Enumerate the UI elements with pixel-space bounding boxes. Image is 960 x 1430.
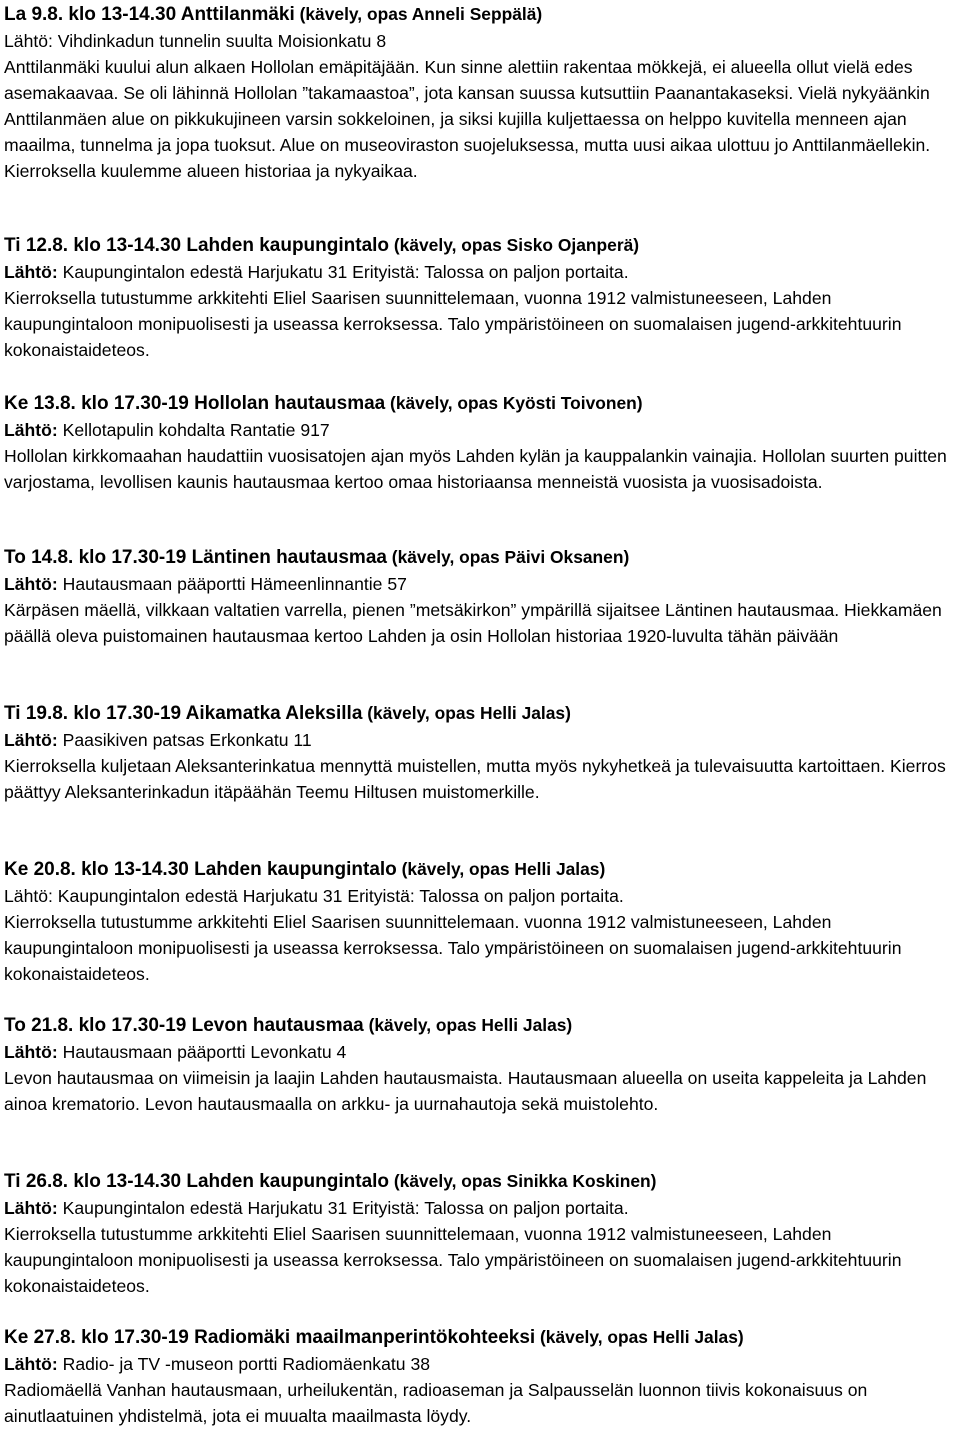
departure-label: Lähtö: bbox=[4, 1354, 58, 1374]
departure-text: Radio- ja TV -museon portti Radiomäenkatu 38 bbox=[57, 1354, 431, 1374]
departure-label: Lähtö: bbox=[4, 420, 58, 440]
event-title bbox=[4, 390, 960, 417]
event-departure bbox=[4, 417, 960, 443]
event-title bbox=[4, 232, 960, 259]
event-title bbox=[4, 1168, 960, 1195]
event-title-main: Ke 20.8. klo 13-14.30 Lahden kaupungintalo bbox=[4, 859, 397, 880]
event-departure bbox=[4, 571, 960, 597]
event-description: Levon hautausmaa on viimeisin ja laajin Lahden hautausmaista. Hautausmaan alueella on useita kappeleita ja Lahden ainoa krematorio. Levon hautausmaalla on arkku- ja uurnahautoja sekä muistolehto. bbox=[4, 1068, 927, 1114]
departure-label: Lähtö: bbox=[4, 1198, 58, 1218]
event-entry bbox=[4, 700, 960, 805]
event-description: Kierroksella tutustumme arkkitehti Eliel Saarisen suunnittelemaan, vuonna 1912 valmistuneeseen, Lahden kaupungintaloon monipuolisesti ja useassa kerroksessa. Talo ympäristöineen on suomalaisen jugend-arkkitehtuurin kokonaistaideteos. bbox=[4, 1224, 902, 1296]
event-title bbox=[4, 1012, 960, 1039]
departure-label: Lähtö: bbox=[4, 1042, 58, 1062]
event-entry bbox=[4, 1012, 960, 1117]
event-title-main: Ti 19.8. klo 17.30-19 Aikamatka Aleksilla bbox=[4, 703, 363, 724]
departure-text: Kellotapulin kohdalta Rantatie 917 bbox=[57, 420, 330, 440]
event-title bbox=[4, 856, 960, 883]
event-description: Anttilanmäki kuului alun alkaen Hollolan emäpitäjään. Kun sinne alettiin rakentaa mökkejä, ei alueella ollut vielä edes asemakaavaa. Se oli lähinnä Hollolan ”takamaastoa”, jota kansan suussa kutsuttiin Paanantakaseksi. Vielä nykyäänkin Anttilanmäen alue on pikkukujineen varsin sokkeloinen, ja siksi kujilla kuljettaessa on helppo kuvitella menneen ajan maailma, tunnelma ja jopa tuoksut. Alue on museoviraston suojeluksessa, mutta uusi aikaa ulottuu jo Anttilanmäellekin. Kierroksella kuulemme alueen historiaa ja nykyaikaa. bbox=[4, 57, 931, 181]
event-guide: (kävely, opas Sisko Ojanperä) bbox=[389, 235, 640, 255]
event-title-main: To 14.8. klo 17.30-19 Läntinen hautausmaa bbox=[4, 547, 387, 568]
event-entry bbox=[4, 1168, 960, 1299]
departure-label: Lähtö: bbox=[4, 730, 58, 750]
event-title-main: Ti 12.8. klo 13-14.30 Lahden kaupungintalo bbox=[4, 235, 390, 256]
event-departure bbox=[4, 1039, 960, 1065]
event-guide: (kävely, opas Helli Jalas) bbox=[396, 859, 606, 879]
event-guide: (kävely, opas Helli Jalas) bbox=[363, 1015, 573, 1035]
event-departure bbox=[4, 28, 960, 54]
event-description: Kärpäsen mäellä, vilkkaan valtatien varrella, pienen ”metsäkirkon” ympärillä sijaitsee Läntinen hautausmaa. Hiekkamäen päällä oleva puistomainen hautausmaa kertoo Lahden ja osin Hollolan historiaa 1920-luvulta tähän päivään bbox=[4, 600, 942, 646]
event-guide: (kävely, opas Päivi Oksanen) bbox=[386, 547, 630, 567]
event-description: Kierroksella tutustumme arkkitehti Eliel Saarisen suunnittelemaan. vuonna 1912 valmistuneeseen, Lahden kaupungintaloon monipuolisesti ja useassa kerroksessa. Talo ympäristöineen on suomalaisen jugend-arkkitehtuurin kokonaistaideteos. bbox=[4, 912, 902, 984]
departure-label: Lähtö: bbox=[4, 574, 58, 594]
event-guide: (kävely, opas Helli Jalas) bbox=[362, 703, 571, 723]
event-departure bbox=[4, 259, 960, 285]
departure-text: Lähtö: Kaupungintalon edestä Harjukatu 31 Erityistä: Talossa on paljon portaita. bbox=[4, 886, 624, 906]
event-guide: (kävely, opas Anneli Seppälä) bbox=[294, 4, 543, 24]
event-title-main: La 9.8. klo 13-14.30 Anttilanmäki bbox=[4, 4, 295, 25]
event-title-main: Ke 13.8. klo 17.30-19 Hollolan hautausmaa bbox=[4, 393, 386, 414]
event-guide: (kävely, opas Helli Jalas) bbox=[535, 1327, 744, 1347]
event-title bbox=[4, 544, 960, 571]
departure-text: Hautausmaan pääportti Hämeenlinnantie 57 bbox=[57, 574, 407, 594]
event-title-main: Ke 27.8. klo 17.30-19 Radiomäki maailmanperintökohteeksi bbox=[4, 1327, 536, 1348]
event-description: Radiomäellä Vanhan hautausmaan, urheilukentän, radioaseman ja Salpausselän luonnon tiivis kokonaisuus on ainutlaatuinen yhdistelmä, jota ei muualta maailmasta löydy. bbox=[4, 1380, 868, 1426]
event-entry bbox=[4, 1324, 960, 1429]
event-title bbox=[4, 700, 960, 727]
event-guide: (kävely, opas Kyösti Toivonen) bbox=[385, 393, 643, 413]
event-title bbox=[4, 1, 960, 28]
event-departure bbox=[4, 883, 960, 909]
event-description: Hollolan kirkkomaahan haudattiin vuosisatojen ajan myös Lahden kylän ja kauppalankin vainajia. Hollolan suurten puitten varjostama, levollisen kaunis hautausmaa kertoo omaa historiaansa menneistä vuosista ja vuosisadoista. bbox=[4, 446, 947, 492]
event-title bbox=[4, 1324, 960, 1351]
event-entry bbox=[4, 232, 960, 363]
event-departure bbox=[4, 1351, 960, 1377]
event-entry bbox=[4, 856, 960, 987]
departure-text: Vihdinkadun tunnelin suulta Moisionkatu 8 bbox=[52, 31, 387, 51]
event-title-main: Ti 26.8. klo 13-14.30 Lahden kaupungintalo bbox=[4, 1171, 390, 1192]
event-departure bbox=[4, 727, 960, 753]
event-description: Kierroksella tutustumme arkkitehti Eliel Saarisen suunnittelemaan, vuonna 1912 valmistuneeseen, Lahden kaupungintaloon monipuolisesti ja useassa kerroksessa. Talo ympäristöineen on suomalaisen jugend-arkkitehtuurin kokonaistaideteos. bbox=[4, 288, 902, 360]
event-entry bbox=[4, 390, 960, 495]
event-entry bbox=[4, 1, 960, 184]
event-guide: (kävely, opas Sinikka Koskinen) bbox=[389, 1171, 657, 1191]
event-departure bbox=[4, 1195, 960, 1221]
event-entry bbox=[4, 544, 960, 649]
departure-text: Kaupungintalon edestä Harjukatu 31 Erityistä: Talossa on paljon portaita. bbox=[57, 262, 629, 282]
departure-text: Kaupungintalon edestä Harjukatu 31 Erityistä: Talossa on paljon portaita. bbox=[57, 1198, 629, 1218]
departure-text: Paasikiven patsas Erkonkatu 11 bbox=[57, 730, 312, 750]
departure-label: Lähtö: bbox=[4, 262, 58, 282]
departure-text: Hautausmaan pääportti Levonkatu 4 bbox=[57, 1042, 347, 1062]
event-description: Kierroksella kuljetaan Aleksanterinkatua mennyttä muistellen, mutta myös nykyhetkeä ja tulevaisuutta kartoittaen. Kierros päättyy Aleksanterinkadun itäpäähän Teemu Hiltusen muistomerkille. bbox=[4, 756, 946, 802]
departure-label: Lähtö: bbox=[4, 31, 53, 51]
event-title-main: To 21.8. klo 17.30-19 Levon hautausmaa bbox=[4, 1015, 364, 1036]
